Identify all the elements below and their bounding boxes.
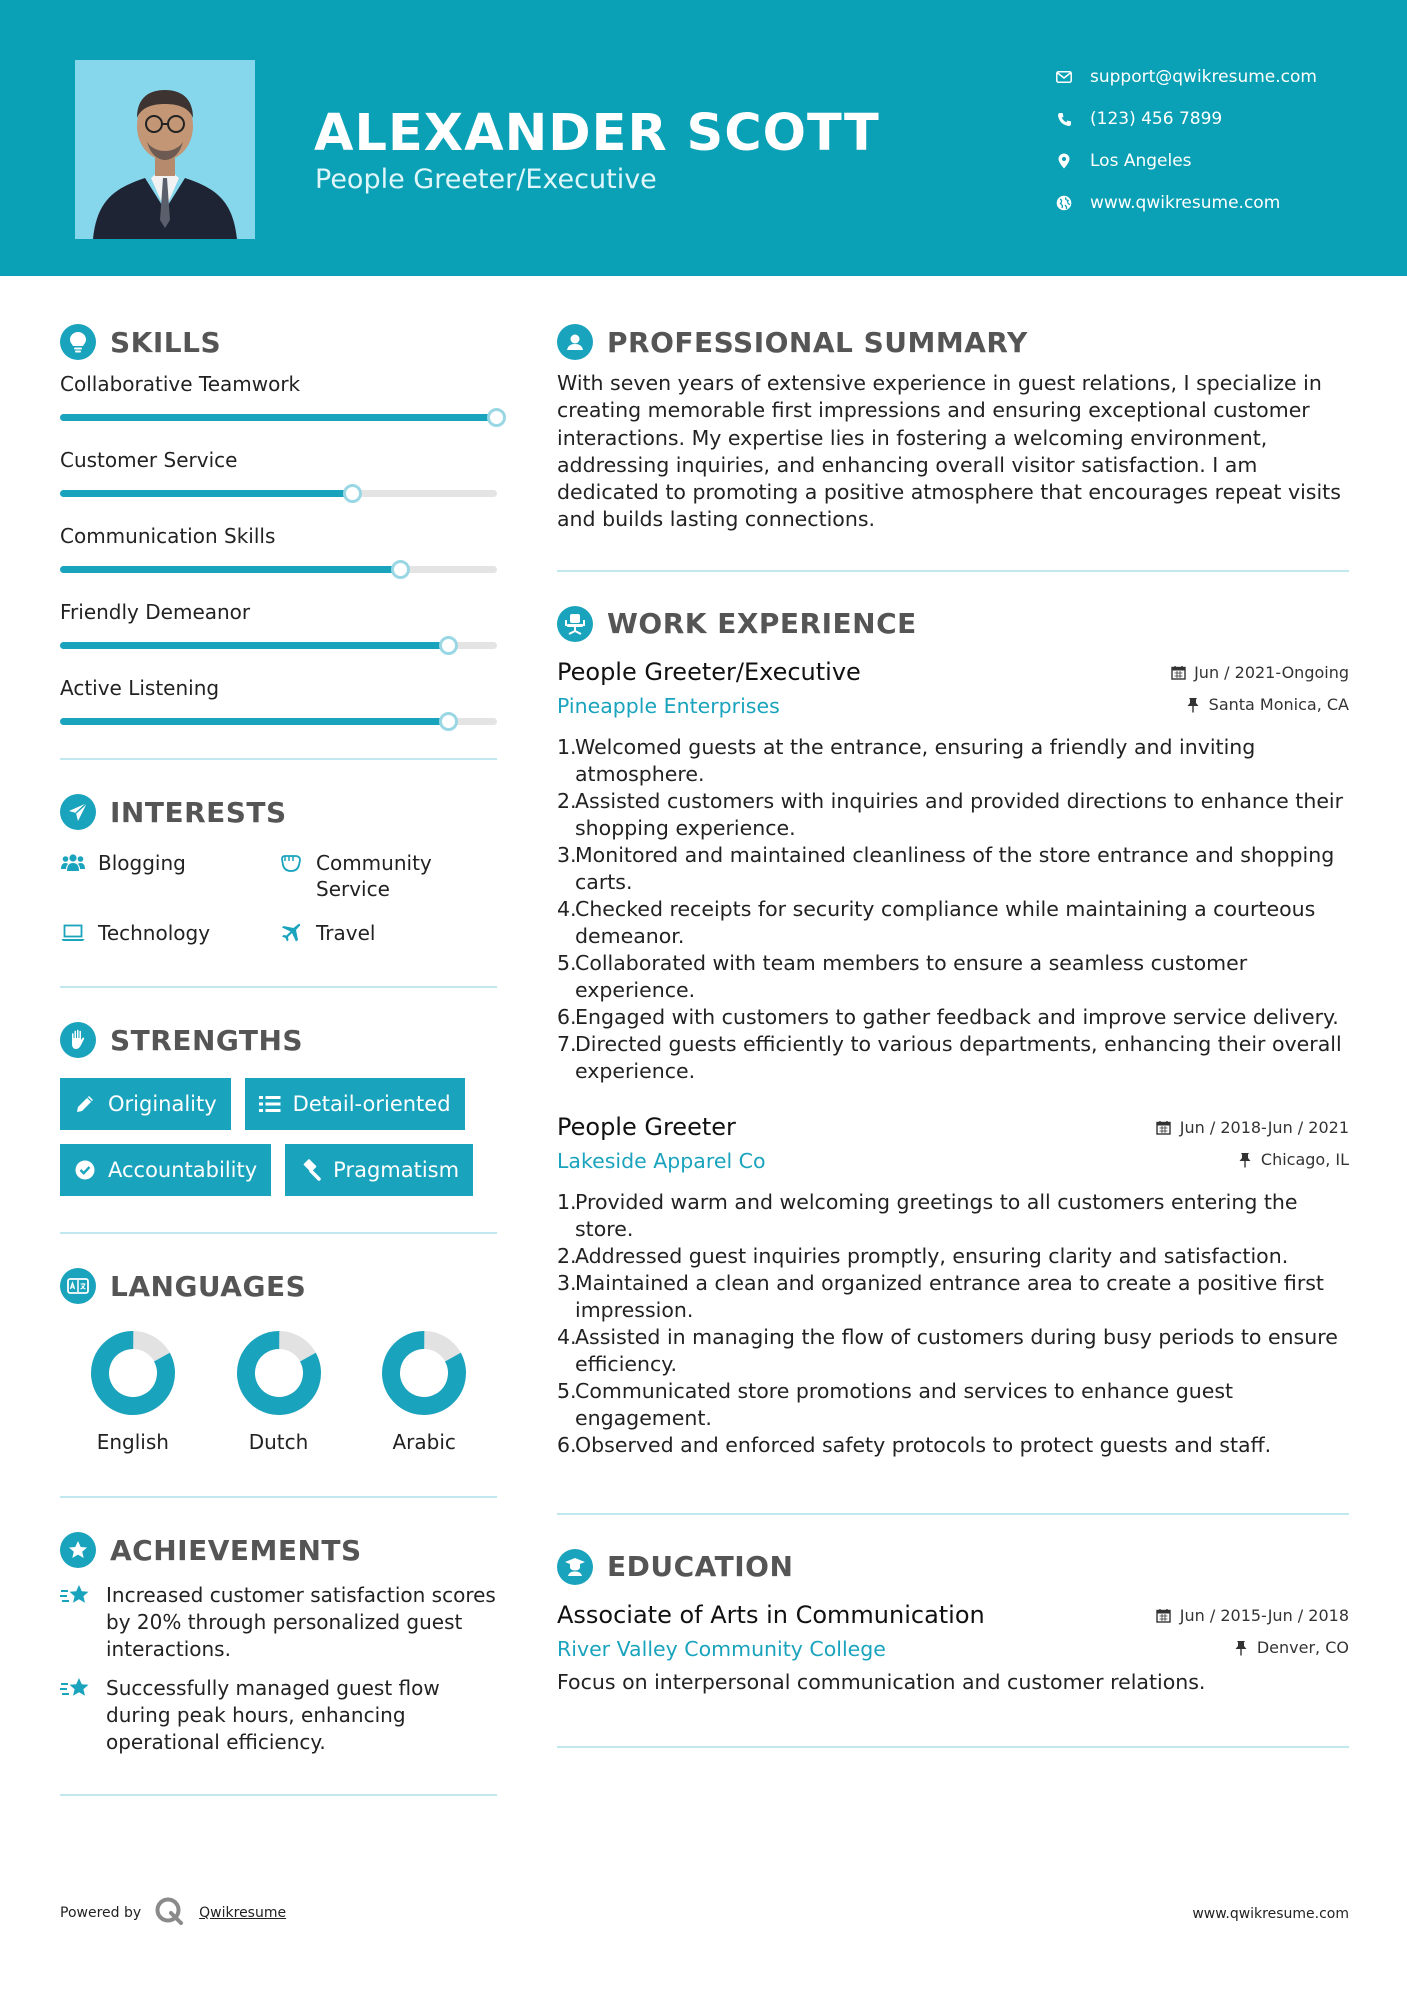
skills-list — [60, 370, 497, 750]
skill-bar — [60, 566, 497, 573]
contact-email[interactable] — [1054, 56, 1317, 98]
job-dates — [1170, 663, 1349, 682]
resume-header — [0, 0, 1407, 276]
section-divider — [557, 570, 1349, 572]
pushpin-icon — [1185, 697, 1201, 713]
duty-text: Assisted in managing the flow of customers during busy periods to ensure efficiency. — [575, 1324, 1338, 1376]
interest-label: Community Service — [316, 851, 432, 901]
graduate-icon — [557, 1549, 593, 1585]
school-name: River Valley Community College — [557, 1636, 886, 1661]
summary-text: With seven years of extensive experience in guest relations, I specialize in creating memorable first impressions and ensuring exceptional customer interactions. My expertise lies in fostering a welcoming environment, addressing inquiries, and enhancing overall visitor satisfaction. I am dedicated to promoting a positive atmosphere that encourages repeat visits and builds lasting connections. — [557, 371, 1341, 532]
duty-item: 5. Collaborated with team members to ensure a seamless customer experience. — [557, 950, 1349, 1004]
job-header — [557, 1113, 1349, 1141]
list-icon — [259, 1093, 281, 1115]
profile-photo — [75, 60, 255, 239]
skill-bar — [60, 642, 497, 649]
skills-heading — [60, 320, 497, 364]
strength-label: Accountability — [108, 1158, 258, 1182]
interest-label: Travel — [316, 921, 376, 945]
duty-text: Welcomed guests at the entrance, ensuring a friendly and inviting atmosphere. — [575, 734, 1256, 786]
candidate-title: People Greeter/Executive — [315, 164, 657, 195]
laptop-icon — [60, 920, 86, 946]
duty-text: Directed guests efficiently to various departments, enhancing their overall experience. — [575, 1031, 1342, 1083]
job-entry — [557, 1113, 1349, 1459]
star-badge-icon — [60, 1532, 96, 1568]
duty-item: 4. Checked receipts for security compliance while maintaining a courteous demeanor. — [557, 896, 1349, 950]
strength-chip — [245, 1078, 465, 1130]
skill-bar-fill — [60, 718, 449, 725]
summary-heading — [557, 320, 1349, 364]
contact-website[interactable] — [1054, 182, 1317, 224]
powered-by-text: Powered by — [60, 1905, 142, 1921]
achievements-title: ACHIEVEMENTS — [110, 1533, 362, 1567]
duty-item: 3. Monitored and maintained cleanliness of the store entrance and shopping carts. — [557, 842, 1349, 896]
duty-item: 6. Observed and enforced safety protocols to protect guests and staff. — [557, 1432, 1272, 1457]
strength-chip — [60, 1078, 231, 1130]
job-location-text: Chicago, IL — [1260, 1150, 1349, 1170]
job-location-text: Santa Monica, CA — [1208, 695, 1349, 715]
skill-bar — [60, 718, 497, 725]
hand-icon — [278, 850, 304, 876]
calendar-icon — [1170, 664, 1186, 680]
interest-label: Technology — [98, 921, 211, 945]
section-divider — [557, 1513, 1349, 1515]
experience-title: WORK EXPERIENCE — [607, 607, 917, 641]
section-divider — [60, 758, 497, 760]
company-name: Lakeside Apparel Co — [557, 1148, 766, 1173]
job-header — [557, 658, 1349, 686]
pushpin-icon — [1233, 1640, 1249, 1656]
skill-label: Collaborative Teamwork — [60, 372, 301, 396]
languages-title: LANGUAGES — [110, 1269, 307, 1303]
qwikresume-logo-icon — [155, 1897, 185, 1929]
duty-item: 6. Engaged with customers to gather feedback and improve service delivery. — [557, 1004, 1339, 1029]
duty-text: Collaborated with team members to ensure a seamless customer experience. — [575, 950, 1248, 1002]
job-title: People Greeter — [557, 1112, 736, 1141]
interests-list — [60, 834, 497, 946]
education-heading — [557, 1545, 1349, 1589]
language-donut-arc — [236, 1330, 322, 1416]
skill-item — [60, 446, 497, 522]
job-entry — [557, 658, 1349, 1085]
user-icon — [557, 324, 593, 360]
check-circle-icon — [74, 1159, 96, 1181]
language-donut-arc — [381, 1330, 467, 1416]
section-divider — [557, 1746, 1349, 1748]
interest-item — [60, 920, 278, 946]
skill-item — [60, 522, 497, 598]
education-entry — [557, 1601, 1349, 1696]
duty-item: 5. Communicated store promotions and services to enhance guest engagement. — [557, 1378, 1349, 1432]
lightbulb-icon — [60, 324, 96, 360]
paper-plane-icon — [60, 794, 96, 830]
skill-label: Customer Service — [60, 448, 238, 472]
job-dates-text: Jun / 2021-Ongoing — [1194, 662, 1349, 682]
skill-bar-knob[interactable] — [343, 484, 362, 503]
duty-item: 1. Provided warm and welcoming greetings to all customers entering the store. — [557, 1189, 1349, 1243]
achievements-list — [60, 1582, 497, 1756]
strength-label: Pragmatism — [333, 1158, 460, 1182]
education-title: EDUCATION — [607, 1550, 794, 1584]
duty-item: 1. Welcomed guests at the entrance, ensuring a friendly and inviting atmosphere. — [557, 734, 1349, 788]
duty-text: Checked receipts for security compliance while maintaining a courteous demeanor. — [575, 896, 1316, 948]
duty-text: Maintained a clean and organized entrance area to create a positive first impression. — [575, 1270, 1324, 1322]
duty-list — [557, 734, 1349, 1085]
education-dates — [1156, 1606, 1349, 1625]
job-title: People Greeter/Executive — [557, 657, 861, 686]
experience-heading — [557, 602, 1349, 646]
office-chair-icon — [557, 606, 593, 642]
job-dates-text: Jun / 2018-Jun / 2021 — [1179, 1117, 1349, 1137]
education-location-text: Denver, CO — [1256, 1638, 1349, 1658]
pencil-icon — [74, 1093, 96, 1115]
shooting-star-icon — [60, 1582, 92, 1610]
section-divider — [60, 1794, 497, 1796]
job-subheader — [557, 694, 1349, 718]
interest-item — [60, 850, 278, 902]
education-subheader — [557, 1637, 1349, 1661]
contact-list — [1054, 56, 1317, 224]
pushpin-icon — [1237, 1152, 1253, 1168]
gavel-icon — [299, 1159, 321, 1181]
strength-chip — [60, 1144, 271, 1196]
education-dates-text: Jun / 2015-Jun / 2018 — [1179, 1605, 1349, 1625]
education-description: Focus on interpersonal communication and customer relations. — [557, 1669, 1206, 1694]
language-donut-arc — [90, 1330, 176, 1416]
education-location — [1233, 1638, 1349, 1657]
company-name: Pineapple Enterprises — [557, 693, 780, 718]
contact-location — [1054, 140, 1317, 182]
footer-website[interactable]: www.qwikresume.com — [1192, 1906, 1349, 1922]
interests-title: INTERESTS — [110, 795, 287, 829]
degree-title: Associate of Arts in Communication — [557, 1600, 985, 1629]
job-subheader — [557, 1149, 1349, 1173]
skill-item — [60, 598, 497, 674]
duty-item: 3. Maintained a clean and organized entrance area to create a positive first impression. — [557, 1270, 1349, 1324]
job-location — [1185, 695, 1349, 714]
achievement-text: Successfully managed guest flow during peak hours, enhancing operational efficiency. — [106, 1676, 440, 1754]
duty-list — [557, 1189, 1349, 1459]
skill-label: Friendly Demeanor — [60, 600, 251, 624]
email-text: support@qwikresume.com — [1090, 67, 1317, 87]
language-item — [60, 1330, 206, 1454]
language-icon — [60, 1268, 96, 1304]
shooting-star-icon — [60, 1675, 92, 1703]
summary-title: PROFESSIONAL SUMMARY — [607, 325, 1028, 359]
strength-label: Originality — [108, 1092, 217, 1116]
contact-phone[interactable] — [1054, 98, 1317, 140]
interest-item — [278, 850, 497, 902]
duty-text: Provided warm and welcoming greetings to all customers entering the store. — [575, 1189, 1298, 1241]
skill-bar-knob[interactable] — [439, 636, 458, 655]
language-label: Dutch — [248, 1430, 309, 1454]
skill-item — [60, 674, 497, 750]
calendar-icon — [1156, 1607, 1172, 1623]
skill-bar-fill — [60, 414, 497, 421]
right-column — [557, 320, 1349, 1748]
skill-bar-fill — [60, 490, 353, 497]
skill-bar-fill — [60, 566, 401, 573]
achievement-text: Increased customer satisfaction scores by 20% through personalized guest interactions. — [106, 1583, 496, 1661]
section-divider — [60, 986, 497, 988]
language-donut — [381, 1330, 467, 1416]
section-divider — [60, 1232, 497, 1234]
strengths-list — [60, 1062, 497, 1196]
skill-bar-knob[interactable] — [391, 560, 410, 579]
location-text: Los Angeles — [1090, 151, 1192, 171]
duty-item: 2. Addressed guest inquiries promptly, ensuring clarity and satisfaction. — [557, 1243, 1289, 1268]
duty-text: Observed and enforced safety protocols to protect guests and staff. — [575, 1432, 1272, 1457]
education-header — [557, 1601, 1349, 1629]
duty-item: 7. Directed guests efficiently to various departments, enhancing their overall experience. — [557, 1031, 1349, 1085]
left-column — [60, 320, 497, 1796]
duty-item: 4. Assisted in managing the flow of customers during busy periods to ensure efficiency. — [557, 1324, 1349, 1378]
footer-powered-by — [60, 1897, 286, 1929]
brand-link[interactable]: Qwikresume — [199, 1905, 287, 1921]
achievement-item — [60, 1675, 497, 1756]
duty-text: Monitored and maintained cleanliness of the store entrance and shopping carts. — [575, 842, 1335, 894]
users-icon — [60, 850, 86, 876]
phone-text: (123) 456 7899 — [1090, 109, 1223, 129]
achievements-heading — [60, 1528, 497, 1572]
website-text: www.qwikresume.com — [1090, 193, 1281, 213]
job-dates — [1156, 1118, 1349, 1137]
job-location — [1237, 1150, 1349, 1169]
skill-label: Active Listening — [60, 676, 220, 700]
skill-bar-fill — [60, 642, 449, 649]
skill-label: Communication Skills — [60, 524, 276, 548]
interests-heading — [60, 790, 497, 834]
skill-bar-knob[interactable] — [439, 712, 458, 731]
skill-bar — [60, 490, 497, 497]
duty-text: Communicated store promotions and services to enhance guest engagement. — [575, 1378, 1234, 1430]
globe-icon — [1054, 193, 1074, 213]
language-item — [206, 1330, 352, 1454]
strengths-heading — [60, 1018, 497, 1062]
skill-item — [60, 370, 497, 446]
language-donut — [90, 1330, 176, 1416]
section-divider — [60, 1496, 497, 1498]
duty-text: Engaged with customers to gather feedback and improve service delivery. — [575, 1004, 1339, 1029]
language-label: Arabic — [392, 1430, 456, 1454]
envelope-icon — [1054, 67, 1074, 87]
achievement-item — [60, 1582, 497, 1663]
interest-label: Blogging — [98, 851, 186, 875]
duty-item: 2. Assisted customers with inquiries and provided directions to enhance their shopping experience. — [557, 788, 1349, 842]
skill-bar-knob[interactable] — [487, 408, 506, 427]
skills-title: SKILLS — [110, 325, 222, 359]
raised-hand-icon — [60, 1022, 96, 1058]
map-pin-icon — [1054, 151, 1074, 171]
languages-heading — [60, 1264, 497, 1308]
strength-label: Detail-oriented — [292, 1092, 451, 1116]
interest-item — [278, 920, 497, 946]
strengths-title: STRENGTHS — [110, 1023, 304, 1057]
language-donut — [236, 1330, 322, 1416]
plane-icon — [278, 920, 304, 946]
candidate-name: ALEXANDER SCOTT — [314, 104, 880, 163]
skill-bar — [60, 414, 497, 421]
strength-chip — [285, 1144, 473, 1196]
language-item — [351, 1330, 497, 1454]
calendar-icon — [1156, 1119, 1172, 1135]
duty-text: Assisted customers with inquiries and provided directions to enhance their shopping experience. — [575, 788, 1344, 840]
duty-text: Addressed guest inquiries promptly, ensuring clarity and satisfaction. — [575, 1243, 1289, 1268]
phone-icon — [1054, 109, 1074, 129]
languages-list — [60, 1308, 497, 1454]
language-label: English — [96, 1430, 169, 1454]
